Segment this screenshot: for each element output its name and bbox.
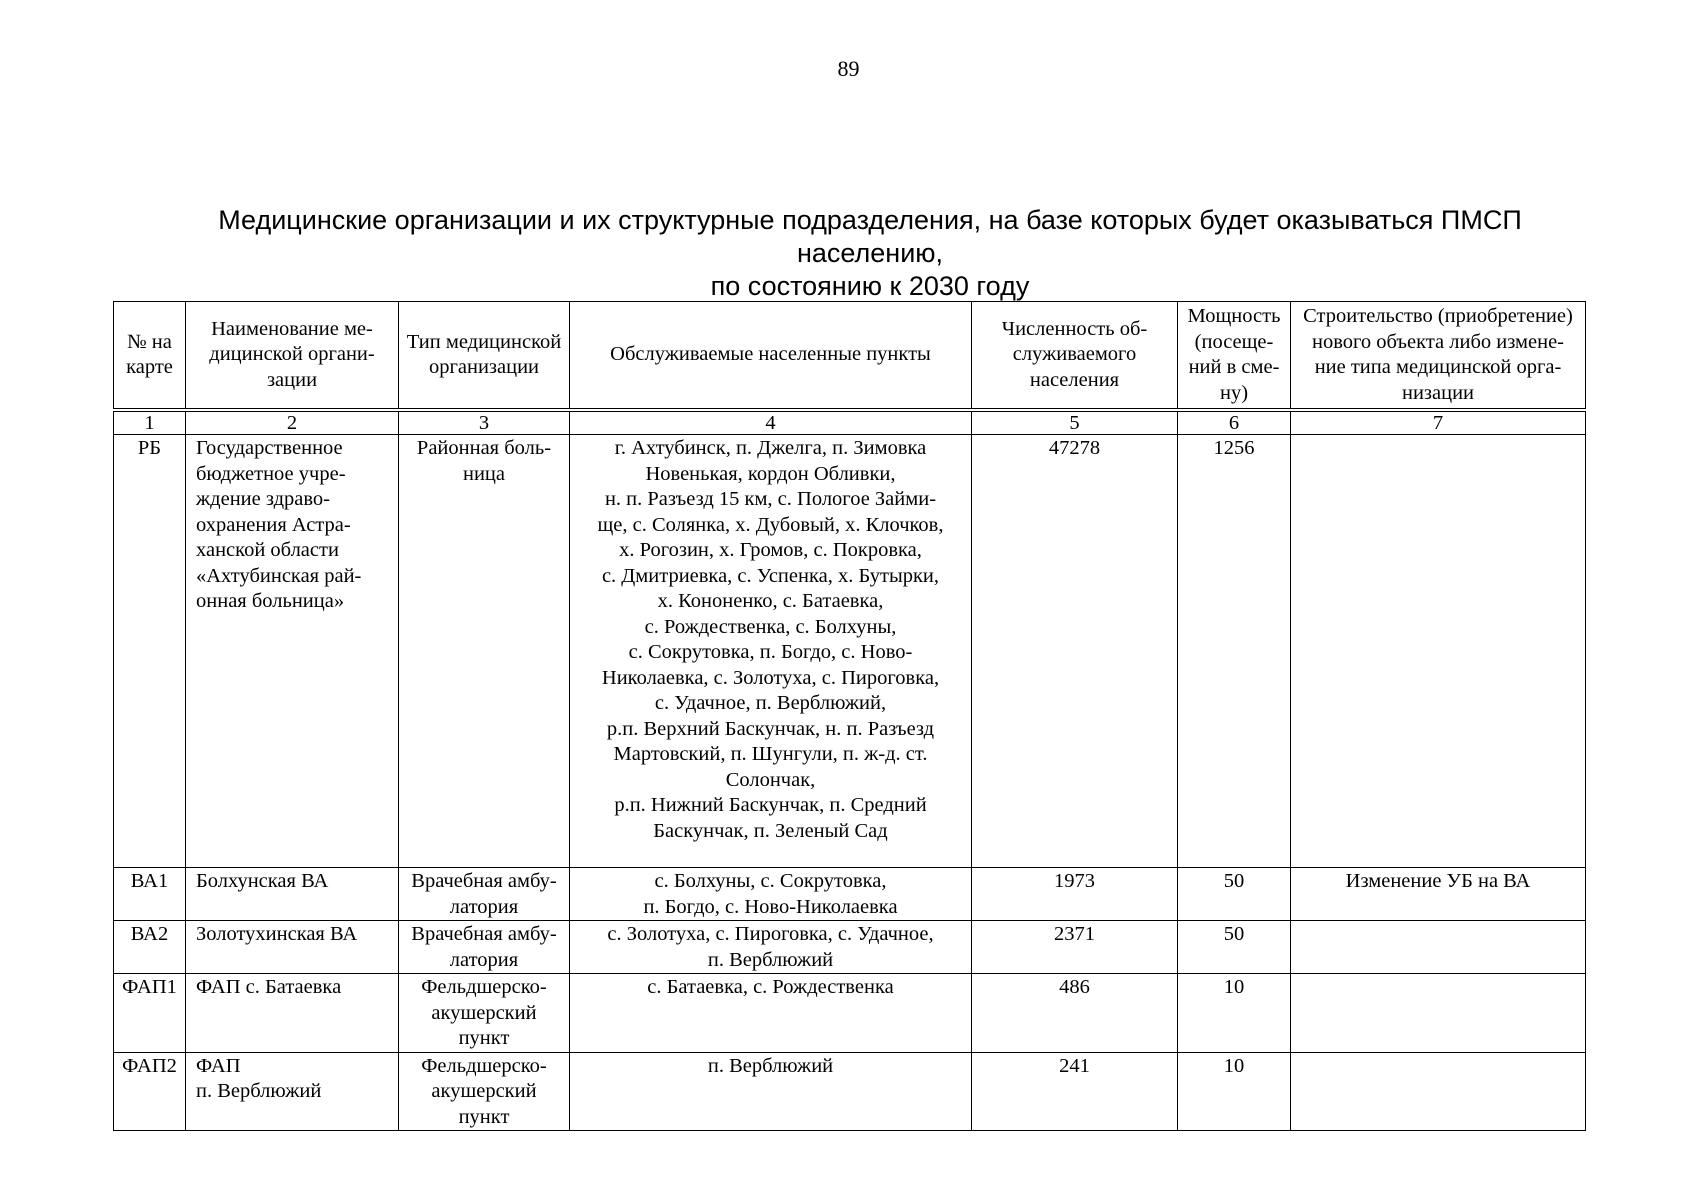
- title-line-1: Медицинские организации и их структурные подразделения, на базе которых будет оказываться ПМСП населению,: [218, 205, 1522, 268]
- cell-capacity: 10: [1178, 974, 1291, 1053]
- column-number-row: [114, 410, 1586, 435]
- cell-text-line: ще, с. Солянка, х. Дубовый, х. Клочков,: [597, 513, 944, 536]
- cell-text-line: н. п. Разъезд 15 км, с. Пологое Займи-: [604, 488, 937, 510]
- column-number: 4: [570, 410, 972, 435]
- cell-text-line: онная больница»: [196, 590, 345, 612]
- cell-text-line: х. Рогозин, х. Громов, с. Покровка,: [619, 539, 922, 561]
- cell-text-line: бюджетное учре-: [196, 462, 346, 485]
- cell-text-line: с. Болхуны, с. Сокрутовка,: [654, 870, 887, 892]
- cell-text-line: с. Золотуха, с. Пироговка, с. Удачное,: [607, 923, 934, 945]
- cell-text-line: Врачебная амбу-: [411, 923, 557, 945]
- cell-text-line: с. Сокрутовка, п. Богдо, с. Ново-: [628, 641, 913, 663]
- cell-text-line: ница: [462, 462, 505, 485]
- title-line-2: по состоянию к 2030 году: [710, 271, 1030, 301]
- table-row: [114, 1052, 1586, 1131]
- cell-map-no: ФАП2: [114, 1052, 186, 1131]
- cell-text-line: дицинской органи-: [209, 343, 375, 366]
- cell-org-type: [399, 974, 570, 1053]
- cell-text-line: ФАП: [196, 1054, 241, 1077]
- cell-text-line: п. Верблюжий: [707, 1054, 834, 1077]
- cell-text-line: акушерский: [431, 1080, 537, 1102]
- cell-capacity: 50: [1178, 868, 1291, 921]
- cell-construction: [1291, 921, 1586, 974]
- header-capacity: [1178, 302, 1291, 411]
- cell-text-line: № на: [127, 330, 172, 353]
- cell-org-type: [399, 868, 570, 921]
- cell-text-line: зации: [266, 368, 318, 391]
- cell-text-line: Государственное: [196, 437, 343, 459]
- column-number: 1: [114, 410, 186, 435]
- cell-map-no: ВА2: [114, 921, 186, 974]
- cell-text-line: латория: [449, 948, 519, 971]
- header-settlements: [570, 302, 972, 411]
- cell-map-no: ВА1: [114, 868, 186, 921]
- cell-text-line: охранения Астра-: [196, 513, 351, 536]
- cell-construction: [1291, 1052, 1586, 1131]
- cell-text-line: р.п. Верхний Баскунчак, н. п. Разъезд: [606, 717, 935, 740]
- column-number: 2: [186, 410, 399, 435]
- cell-text-line: ний в сме-: [1188, 356, 1280, 378]
- cell-text-line: ФАП с. Батаевка: [196, 976, 342, 998]
- cell-org-type: [399, 921, 570, 974]
- cell-text-line: карте: [126, 356, 173, 378]
- cell-population: 1973: [972, 868, 1178, 921]
- table-row: [114, 435, 1586, 868]
- cell-text-line: Тип медицинской: [406, 330, 562, 353]
- cell-text-line: с. Удачное, п. Верблюжий,: [654, 692, 887, 714]
- cell-text-line: низации: [1401, 381, 1475, 404]
- cell-text-line: р.п. Нижний Баскунчак, п. Средний: [614, 794, 927, 816]
- header-population: [972, 302, 1178, 411]
- cell-org-type: [399, 435, 570, 868]
- cell-text-line: ждение здраво-: [196, 488, 330, 510]
- cell-settlements: [570, 921, 972, 974]
- cell-text-line: населения: [1029, 368, 1120, 391]
- cell-capacity: 1256: [1178, 435, 1291, 868]
- cell-text-line: с. Рождественка, с. Болхуны,: [644, 615, 897, 638]
- cell-settlements: [570, 974, 972, 1053]
- column-number: 7: [1291, 410, 1586, 435]
- cell-capacity: 50: [1178, 921, 1291, 974]
- cell-map-no: РБ: [114, 435, 186, 868]
- cell-org-name: [186, 1052, 399, 1131]
- cell-text-line: Болхунская ВА: [196, 870, 329, 892]
- cell-text-line: Новенькая, кордон Обливки,: [645, 462, 896, 485]
- table-row: [114, 921, 1586, 974]
- medical-organizations-table: [113, 301, 1586, 1131]
- cell-text-line: Районная боль-: [416, 437, 552, 459]
- cell-settlements: [570, 868, 972, 921]
- cell-construction: [1291, 435, 1586, 868]
- cell-population: 486: [972, 974, 1178, 1053]
- cell-text-line: Мощность: [1187, 305, 1281, 327]
- header-org-type: [399, 302, 570, 411]
- cell-text-line: с. Дмитриевка, с. Успенка, х. Бутырки,: [601, 564, 940, 587]
- cell-text-line: ну): [1219, 381, 1249, 404]
- cell-population: 47278: [972, 435, 1178, 868]
- cell-text-line: Обслуживаемые населенные пункты: [610, 343, 931, 366]
- cell-text-line: ханской области: [196, 539, 339, 561]
- cell-text-line: х. Кононенко, с. Батаевка,: [657, 590, 884, 612]
- cell-text-line: Строительство (приобретение): [1303, 305, 1573, 327]
- cell-org-type: [399, 1052, 570, 1131]
- cell-text-line: пункт: [458, 1105, 510, 1128]
- cell-text-line: п. Верблюжий: [707, 948, 834, 971]
- table-row: [114, 868, 1586, 921]
- cell-text-line: Наименование ме-: [211, 317, 373, 340]
- cell-text-line: Изменение УБ на ВА: [1345, 870, 1531, 892]
- cell-text-line: пункт: [458, 1027, 510, 1049]
- cell-text-line: Баскунчак, п. Зеленый Сад: [653, 819, 888, 842]
- cell-text-line: (посеще-: [1194, 330, 1274, 353]
- cell-org-name: [186, 921, 399, 974]
- column-number: 3: [399, 410, 570, 435]
- cell-text-line: Фельдшерско-: [421, 976, 547, 998]
- header-map-no: [114, 302, 186, 411]
- cell-text-line: Солончак,: [725, 768, 816, 791]
- cell-population: 2371: [972, 921, 1178, 974]
- cell-population: 241: [972, 1052, 1178, 1131]
- cell-construction: [1291, 868, 1586, 921]
- cell-text-line: Врачебная амбу-: [411, 870, 557, 892]
- cell-settlements: [570, 1052, 972, 1131]
- cell-text-line: п. Верблюжий: [196, 1080, 322, 1102]
- cell-text-line: г. Ахтубинск, п. Джелга, п. Зимовка: [614, 437, 927, 459]
- cell-text-line: «Ахтубинская рай-: [196, 564, 362, 587]
- cell-text-line: Золотухинская ВА: [196, 923, 358, 945]
- cell-map-no: ФАП1: [114, 974, 186, 1053]
- cell-org-name: [186, 974, 399, 1053]
- column-number: 5: [972, 410, 1178, 435]
- cell-text-line: ние типа медицинской орга-: [1314, 356, 1562, 378]
- cell-capacity: 10: [1178, 1052, 1291, 1131]
- cell-text-line: организации: [428, 356, 540, 378]
- cell-text-line: с. Батаевка, с. Рождественка: [647, 976, 894, 998]
- page-number: 89: [837, 56, 860, 81]
- cell-settlements: [570, 435, 972, 868]
- cell-text-line: нового объекта либо измене-: [1311, 330, 1565, 353]
- table-row: [114, 974, 1586, 1053]
- header-row: [114, 302, 1586, 411]
- cell-text-line: Численность об-: [1001, 317, 1148, 340]
- cell-text-line: Николаевка, с. Золотуха, с. Пироговка,: [601, 666, 940, 689]
- document-title: [150, 204, 1590, 303]
- cell-text-line: акушерский: [431, 1001, 537, 1024]
- cell-text-line: п. Богдо, с. Ново-Николаевка: [643, 895, 898, 918]
- cell-text-line: латория: [449, 895, 519, 918]
- cell-text-line: Мартовский, п. Шунгули, п. ж-д. ст.: [613, 743, 928, 765]
- cell-text-line: служиваемого: [1012, 343, 1137, 366]
- cell-org-name: [186, 868, 399, 921]
- header-construction: [1291, 302, 1586, 411]
- cell-construction: [1291, 974, 1586, 1053]
- header-org-name: [186, 302, 399, 411]
- cell-org-name: [186, 435, 399, 868]
- cell-text-line: Фельдшерско-: [421, 1054, 547, 1077]
- column-number: 6: [1178, 410, 1291, 435]
